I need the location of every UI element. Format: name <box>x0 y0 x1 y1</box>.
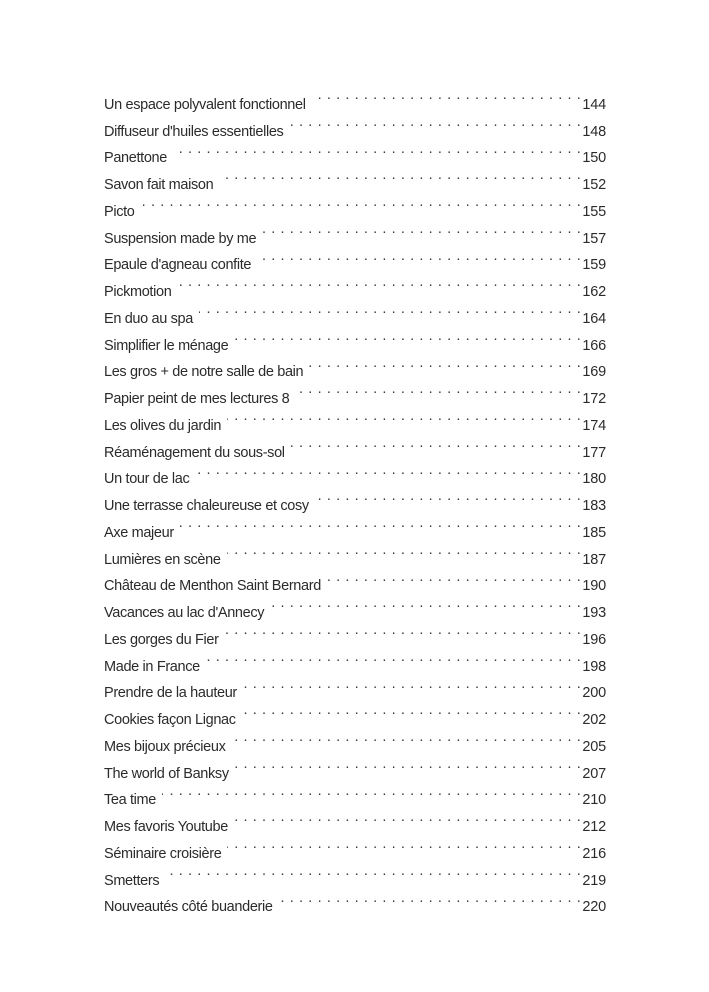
toc-entry-title: Simplifier le ménage <box>104 337 229 354</box>
toc-entry[interactable] <box>104 162 606 193</box>
toc-entry[interactable] <box>104 269 606 300</box>
toc-entry-page: 166 <box>582 337 606 354</box>
table-of-contents <box>104 82 606 916</box>
dot-leader <box>312 82 582 109</box>
dot-leader <box>309 350 581 377</box>
toc-entry[interactable] <box>104 885 606 916</box>
toc-entry-title: Smetters <box>104 872 160 889</box>
toc-entry-title: Mes bijoux précieux <box>104 738 226 755</box>
toc-entry-page: 177 <box>582 444 606 461</box>
dot-leader <box>279 885 582 912</box>
toc-entry-title: Papier peint de mes lectures 8 <box>104 391 290 407</box>
toc-entry-page: 169 <box>582 364 606 381</box>
toc-entry-page: 155 <box>582 203 606 220</box>
toc-entry[interactable] <box>104 189 606 220</box>
toc-entry-page: 198 <box>582 658 606 675</box>
toc-entry-title: Réaménagement du sous-sol <box>104 444 285 461</box>
toc-entry-title: Les gorges du Fier <box>104 631 219 648</box>
toc-entry-page: 148 <box>582 123 606 140</box>
toc-entry-page: 174 <box>582 417 606 434</box>
toc-entry-page: 202 <box>582 712 606 728</box>
dot-leader <box>165 858 581 885</box>
toc-entry-title: Tea time <box>104 792 156 809</box>
toc-entry-page: 185 <box>582 524 606 541</box>
toc-entry-title: Séminaire croisière <box>104 845 222 862</box>
toc-entry-page: 196 <box>582 631 606 648</box>
toc-entry-title: Nouveautés côté buanderie <box>104 899 273 916</box>
toc-entry-page: 183 <box>582 498 606 514</box>
dot-leader <box>225 617 582 644</box>
toc-entry-page: 210 <box>582 792 606 809</box>
dot-leader <box>243 671 581 698</box>
toc-entry-title: Made in France <box>104 658 200 675</box>
toc-entry-title: Pickmotion <box>104 284 172 300</box>
toc-entry-page: 159 <box>582 257 606 274</box>
dot-leader <box>327 564 581 591</box>
dot-leader <box>199 296 581 323</box>
dot-leader <box>291 430 582 457</box>
dot-leader <box>295 376 581 403</box>
toc-entry-page: 187 <box>582 551 606 568</box>
toc-entry-page: 200 <box>582 685 606 702</box>
dot-leader <box>219 162 581 189</box>
dot-leader <box>141 189 582 216</box>
toc-entry-title: Picto <box>104 203 135 220</box>
toc-entry-title: Axe majeur <box>104 524 174 541</box>
toc-entry-page: 180 <box>582 471 606 488</box>
toc-entry-title: Diffuseur d'huiles essentielles <box>104 123 284 140</box>
toc-entry[interactable] <box>104 858 606 889</box>
dot-leader <box>289 109 581 136</box>
toc-entry-title: Un espace polyvalent fonctionnel <box>104 96 306 113</box>
dot-leader <box>177 269 581 296</box>
dot-leader <box>234 804 581 831</box>
toc-entry-title: Une terrasse chaleureuse et cosy <box>104 498 309 514</box>
dot-leader <box>315 483 582 510</box>
toc-entry-title: Mes favoris Youtube <box>104 819 228 835</box>
dot-leader <box>173 136 581 163</box>
dot-leader <box>235 751 582 778</box>
dot-leader <box>234 323 581 350</box>
toc-entry-page: 205 <box>582 738 606 755</box>
toc-entry-page: 193 <box>582 605 606 621</box>
toc-entry-title: Les gros + de notre salle de bain <box>104 364 304 381</box>
toc-entry-page: 172 <box>582 391 606 407</box>
toc-entry-title: Epaule d'agneau confite <box>104 257 252 274</box>
toc-entry-title: Les olives du jardin <box>104 417 222 434</box>
toc-entry[interactable] <box>104 804 606 835</box>
dot-leader <box>195 457 581 484</box>
toc-entry-page: 212 <box>582 819 606 835</box>
toc-entry-page: 207 <box>582 765 606 782</box>
toc-entry[interactable] <box>104 136 606 167</box>
dot-leader <box>242 697 582 724</box>
toc-entry-page: 220 <box>582 899 606 916</box>
toc-entry-page: 152 <box>582 177 606 193</box>
dot-leader <box>232 724 582 751</box>
toc-entry-title: Cookies façon Lignac <box>104 712 236 728</box>
toc-entry-page: 164 <box>582 310 606 327</box>
toc-entry-page: 150 <box>582 150 606 167</box>
dot-leader <box>257 243 581 270</box>
toc-entry-page: 144 <box>582 96 606 113</box>
toc-entry-title: Château de Menthon Saint Bernard <box>104 578 321 595</box>
toc-entry-page: 190 <box>582 578 606 595</box>
toc-entry-title: The world of Banksy <box>104 765 229 782</box>
toc-entry[interactable] <box>104 510 606 541</box>
dot-leader <box>262 216 581 243</box>
toc-entry-title: Vacances au lac d'Annecy <box>104 605 265 621</box>
toc-entry[interactable] <box>104 82 606 113</box>
toc-entry-title: Savon fait maison <box>104 177 214 193</box>
toc-entry-page: 219 <box>582 872 606 889</box>
dot-leader <box>162 778 581 805</box>
toc-entry[interactable] <box>104 296 606 327</box>
dot-leader <box>227 831 581 858</box>
dot-leader <box>227 403 581 430</box>
dot-leader <box>180 510 582 537</box>
toc-entry[interactable] <box>104 216 606 247</box>
toc-entry-title: Panettone <box>104 150 167 167</box>
toc-entry-page: 216 <box>582 845 606 862</box>
toc-entry-title: En duo au spa <box>104 310 193 327</box>
toc-entry-title: Suspension made by me <box>104 230 257 247</box>
dot-leader <box>206 644 582 671</box>
toc-entry-title: Prendre de la hauteur <box>104 685 237 702</box>
toc-entry-page: 157 <box>582 230 606 247</box>
toc-entry-page: 162 <box>582 284 606 300</box>
toc-entry-title: Un tour de lac <box>104 471 190 488</box>
toc-entry[interactable] <box>104 778 606 809</box>
toc-entry-title: Lumières en scène <box>104 551 221 568</box>
dot-leader <box>227 537 582 564</box>
dot-leader <box>270 590 581 617</box>
